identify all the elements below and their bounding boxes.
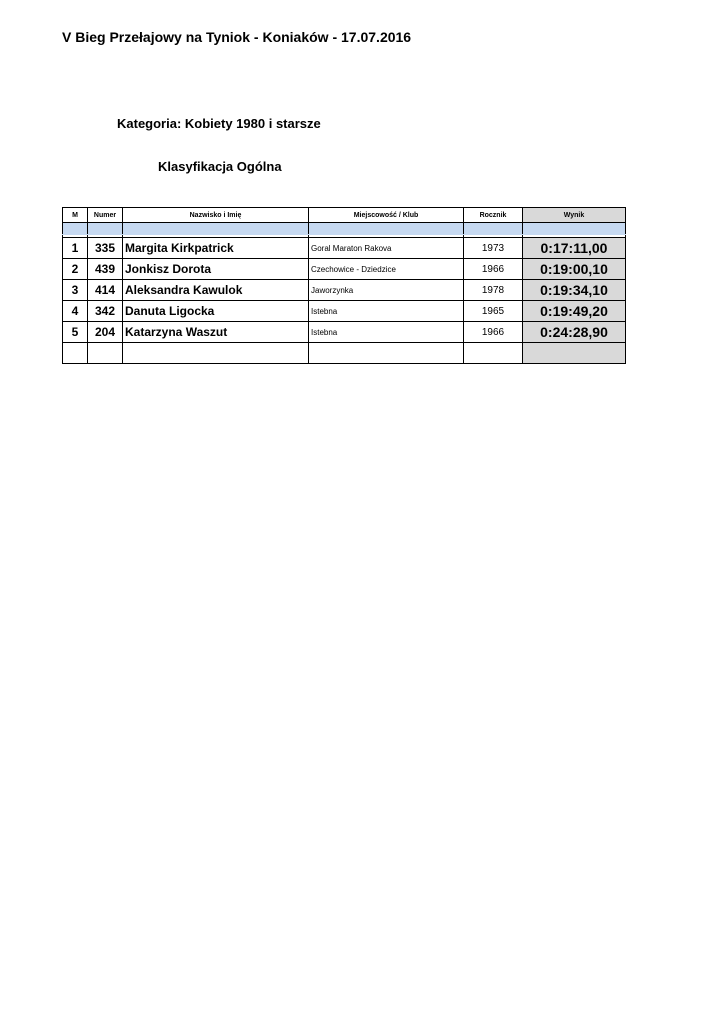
cell-nazwisko: Danuta Ligocka <box>123 301 309 322</box>
table-row <box>63 322 626 343</box>
cell-numer: 335 <box>88 238 123 259</box>
cell-m: 4 <box>63 301 88 322</box>
empty-cell <box>88 343 123 364</box>
cell-miejscowosc: Istebna <box>309 322 464 343</box>
cell-numer: 439 <box>88 259 123 280</box>
results-table <box>62 207 626 364</box>
cell-m: 3 <box>63 280 88 301</box>
cell-nazwisko: Katarzyna Waszut <box>123 322 309 343</box>
category-heading: Kategoria: Kobiety 1980 i starsze <box>117 116 321 131</box>
table-row <box>63 238 626 259</box>
cell-nazwisko: Margita Kirkpatrick <box>123 238 309 259</box>
table-row <box>63 259 626 280</box>
empty-cell <box>464 343 523 364</box>
header-m: M <box>63 208 88 223</box>
cell-numer: 342 <box>88 301 123 322</box>
cell-rocznik: 1965 <box>464 301 523 322</box>
table-row <box>63 280 626 301</box>
cell-wynik: 0:19:49,20 <box>523 301 626 322</box>
document-title: V Bieg Przełajowy na Tyniok - Koniaków - 17.07.2016 <box>62 29 412 45</box>
cell-m: 1 <box>63 238 88 259</box>
cell-miejscowosc: Istebna <box>309 301 464 322</box>
empty-result-cell <box>523 343 626 364</box>
header-numer: Numer <box>88 208 123 223</box>
cell-m: 5 <box>63 322 88 343</box>
empty-row <box>63 343 626 364</box>
cell-rocznik: 1978 <box>464 280 523 301</box>
cell-wynik: 0:17:11,00 <box>523 238 626 259</box>
cell-miejscowosc: Czechowice - Dziedzice <box>309 259 464 280</box>
cell-nazwisko: Aleksandra Kawulok <box>123 280 309 301</box>
cell-rocznik: 1966 <box>464 259 523 280</box>
header-miejscowosc: Miejscowość / Klub <box>309 208 464 223</box>
cell-numer: 204 <box>88 322 123 343</box>
cell-nazwisko: Jonkisz Dorota <box>123 259 309 280</box>
cell-wynik: 0:19:34,10 <box>523 280 626 301</box>
cell-numer: 414 <box>88 280 123 301</box>
cell-miejscowosc: Jaworzynka <box>309 280 464 301</box>
header-nazwisko: Nazwisko i Imię <box>123 208 309 223</box>
table-header-row <box>63 208 626 223</box>
header-wynik: Wynik <box>523 208 626 223</box>
cell-wynik: 0:24:28,90 <box>523 322 626 343</box>
table-row <box>63 301 626 322</box>
cell-wynik: 0:19:00,10 <box>523 259 626 280</box>
empty-cell <box>309 343 464 364</box>
empty-cell <box>63 343 88 364</box>
cell-rocznik: 1973 <box>464 238 523 259</box>
cell-miejscowosc: Goral Maraton Rakova <box>309 238 464 259</box>
classification-heading: Klasyfikacja Ogólna <box>158 159 282 174</box>
empty-cell <box>123 343 309 364</box>
cell-m: 2 <box>63 259 88 280</box>
cell-rocznik: 1966 <box>464 322 523 343</box>
header-rocznik: Rocznik <box>464 208 523 223</box>
header-band-row <box>63 223 626 235</box>
